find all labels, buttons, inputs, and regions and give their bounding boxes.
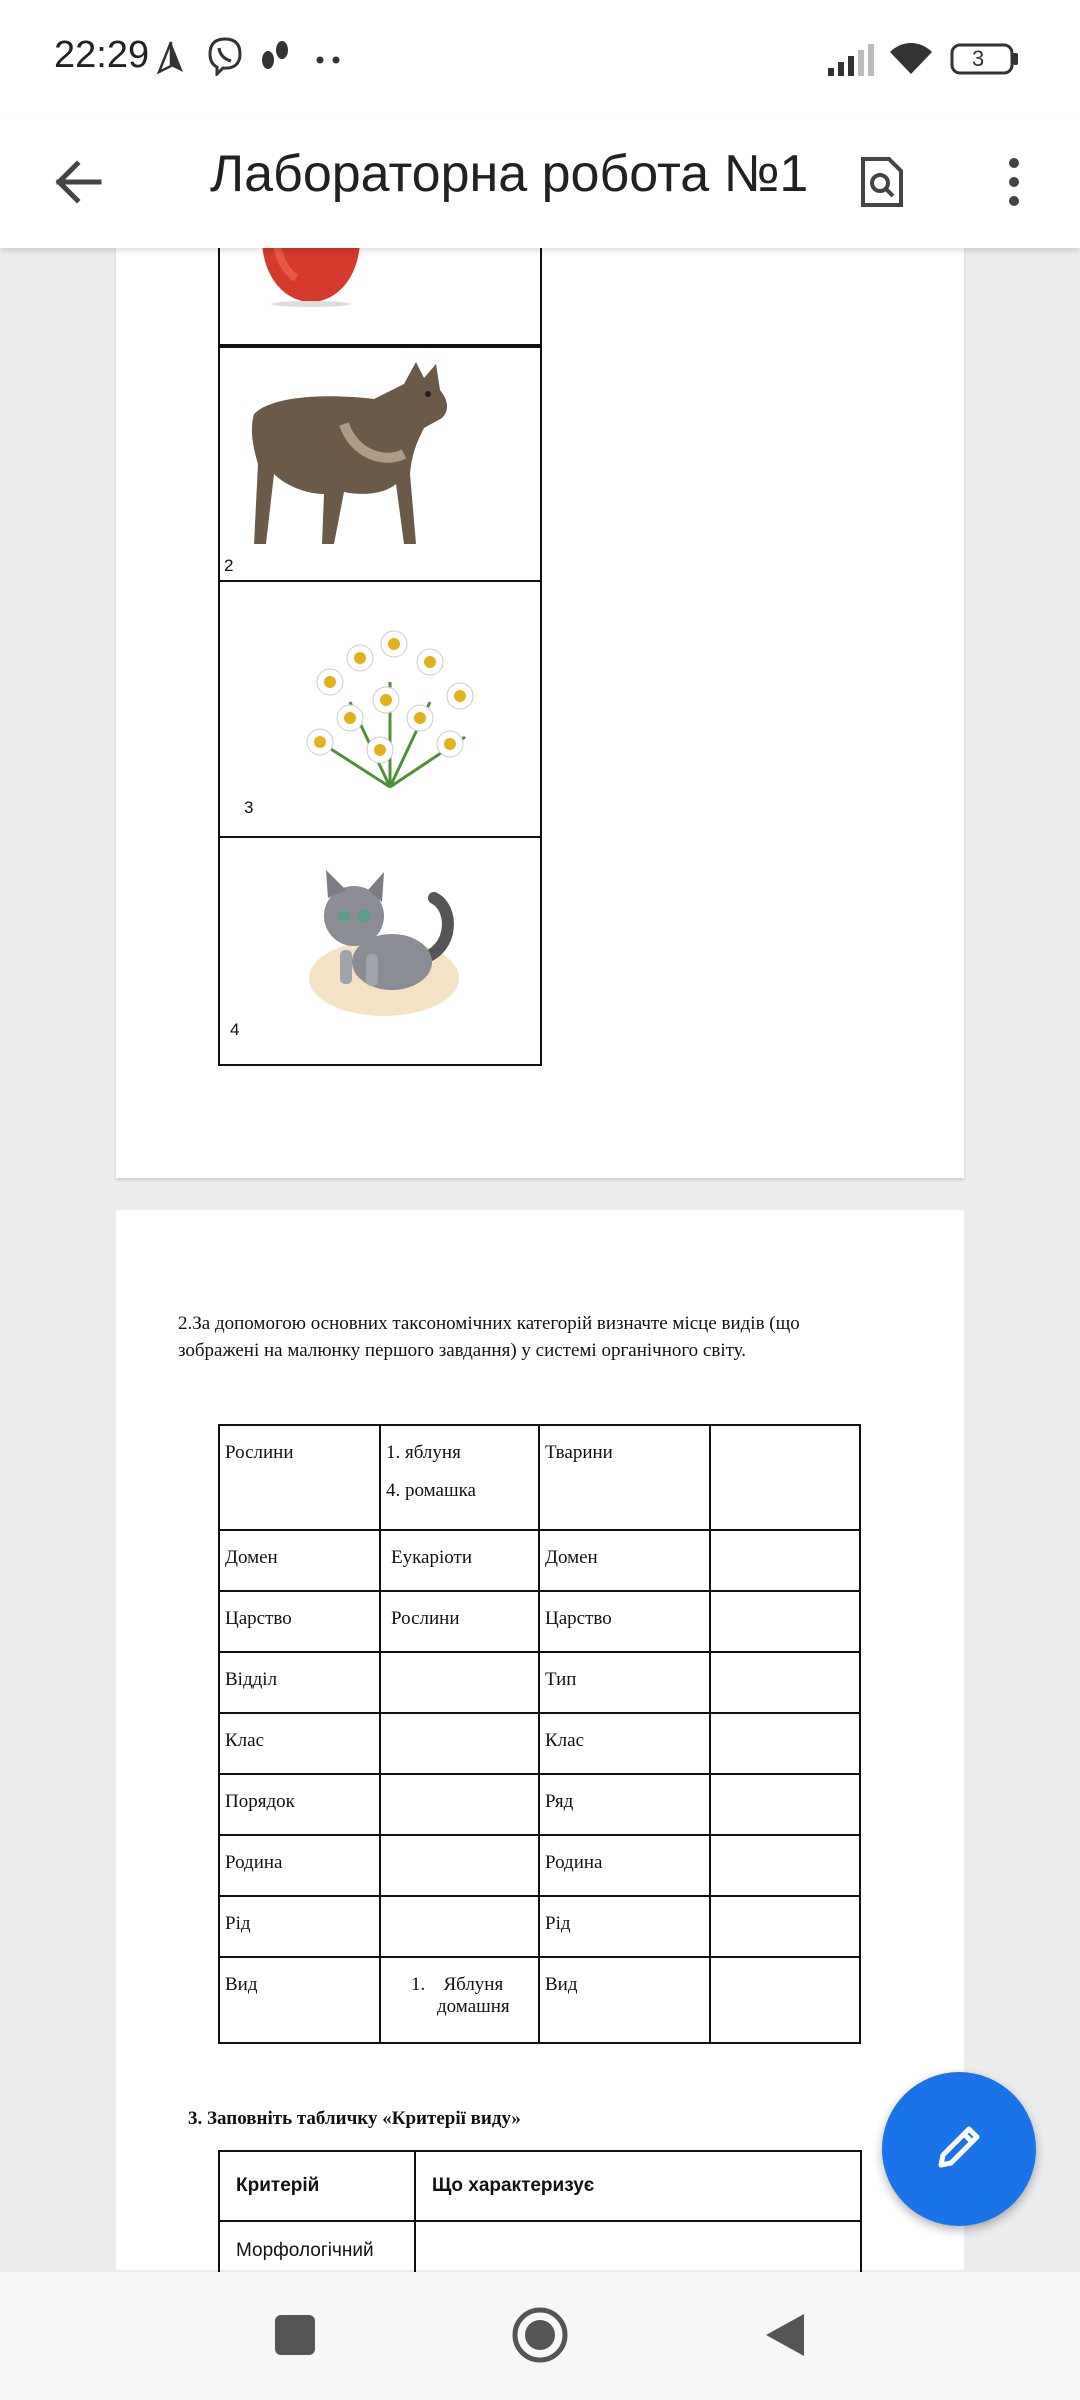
table-cell: Царство <box>219 1591 380 1652</box>
criteria-table <box>218 2150 862 2282</box>
signal-icon <box>826 42 878 83</box>
taxonomy-table <box>218 1424 861 2044</box>
edit-pencil-icon <box>931 2119 987 2180</box>
table-cell: Клас <box>539 1713 710 1774</box>
home-circle-icon <box>510 2305 570 2370</box>
table-cell <box>710 1425 860 1530</box>
table-cell: Рід <box>219 1896 380 1957</box>
more-options-button[interactable] <box>970 140 1058 228</box>
more-dots-icon <box>314 52 344 70</box>
table-cell <box>380 1713 539 1774</box>
table-row <box>219 1713 860 1774</box>
document-page-1 <box>116 248 964 1178</box>
species-value <box>411 1974 533 2018</box>
more-vert-icon <box>1006 157 1022 212</box>
table-row <box>219 1591 860 1652</box>
table-cell: Відділ <box>219 1652 380 1713</box>
task-2-text: 2.За допомогою основних таксономічних категорій визначте місце видів (що зображені на малюнку першого завдання) у системі органічного світу. <box>178 1313 800 1361</box>
navigation-icon <box>156 40 186 79</box>
table-cell <box>380 1425 539 1530</box>
table-cell: Рослини <box>380 1591 539 1652</box>
table-cell: Тип <box>539 1652 710 1713</box>
species-line: Яблуня <box>443 1974 504 1995</box>
table-row <box>219 1774 860 1835</box>
table-header-cell: Критерій <box>219 2151 415 2221</box>
plant-item: 1. яблуня <box>386 1442 461 1463</box>
table-cell <box>380 1774 539 1835</box>
document-title: Лабораторна робота №1 <box>210 145 809 203</box>
table-row <box>219 1530 860 1591</box>
image-cell-chamomile <box>218 582 542 838</box>
table-cell <box>380 1835 539 1896</box>
navigation-bar <box>0 2272 1080 2400</box>
table-row <box>219 1896 860 1957</box>
image-cell-number: 2 <box>224 556 234 575</box>
table-row <box>219 2151 861 2221</box>
status-time: 22:29 <box>54 34 150 76</box>
back-button[interactable] <box>34 140 122 228</box>
table-cell: Домен <box>539 1530 710 1591</box>
apple-image <box>256 238 366 313</box>
kitten-image <box>304 858 464 1023</box>
table-cell <box>710 1530 860 1591</box>
table-row <box>219 1957 860 2043</box>
image-cell-kitten <box>218 838 542 1066</box>
app-bar <box>0 120 1080 248</box>
table-cell <box>380 1652 539 1713</box>
image-cell-number: 4 <box>230 1020 240 1039</box>
table-cell: Рід <box>539 1896 710 1957</box>
table-cell: Вид <box>219 1957 380 2043</box>
wolf-image <box>244 354 454 569</box>
wifi-icon <box>888 40 934 83</box>
viber-icon <box>206 36 244 81</box>
table-cell: Царство <box>539 1591 710 1652</box>
image-cell-apple <box>218 238 542 346</box>
table-header-cell: Що характеризує <box>415 2151 861 2221</box>
arrow-back-icon <box>53 160 103 209</box>
find-in-document-button[interactable] <box>838 140 926 228</box>
edit-fab-button[interactable] <box>882 2072 1036 2226</box>
table-cell: Порядок <box>219 1774 380 1835</box>
table-cell <box>710 1652 860 1713</box>
battery-icon <box>950 42 1020 81</box>
document-page-2 <box>116 1210 964 2270</box>
table-cell: Клас <box>219 1713 380 1774</box>
table-cell <box>710 1896 860 1957</box>
image-cell-number: 3 <box>244 798 254 817</box>
table-cell: Рослини <box>219 1425 380 1530</box>
table-cell <box>710 1774 860 1835</box>
task-3-title: 3. Заповніть табличку «Критерії виду» <box>188 2108 521 2129</box>
table-cell <box>710 1957 860 2043</box>
species-line: домашня <box>437 1996 510 2017</box>
table-cell: Морфологічний <box>219 2221 415 2281</box>
footsteps-icon <box>258 38 292 81</box>
table-cell: Родина <box>539 1835 710 1896</box>
back-nav-button[interactable] <box>750 2302 820 2372</box>
find-in-document-icon <box>859 155 905 214</box>
image-cell-wolf <box>218 346 542 582</box>
table-cell: Ряд <box>539 1774 710 1835</box>
home-button[interactable] <box>505 2302 575 2372</box>
table-cell: Домен <box>219 1530 380 1591</box>
chamomile-image <box>290 622 490 797</box>
back-triangle-icon <box>762 2310 808 2365</box>
table-row <box>219 1425 860 1530</box>
species-number: 1. <box>411 1974 426 1995</box>
table-cell <box>710 1713 860 1774</box>
table-row <box>219 1835 860 1896</box>
table-cell <box>710 1835 860 1896</box>
recents-square-icon <box>273 2313 317 2362</box>
status-bar <box>0 0 1080 120</box>
table-cell <box>710 1591 860 1652</box>
table-cell: Тварини <box>539 1425 710 1530</box>
table-row <box>219 1652 860 1713</box>
table-cell: Вид <box>539 1957 710 2043</box>
table-cell: Еукаріоти <box>380 1530 539 1591</box>
species-name <box>437 1974 510 2018</box>
battery-level: 3 <box>972 46 985 71</box>
plant-item: 4. ромашка <box>386 1480 476 1501</box>
table-cell <box>380 1957 539 2043</box>
recents-button[interactable] <box>260 2302 330 2372</box>
table-cell <box>380 1896 539 1957</box>
table-cell: Родина <box>219 1835 380 1896</box>
